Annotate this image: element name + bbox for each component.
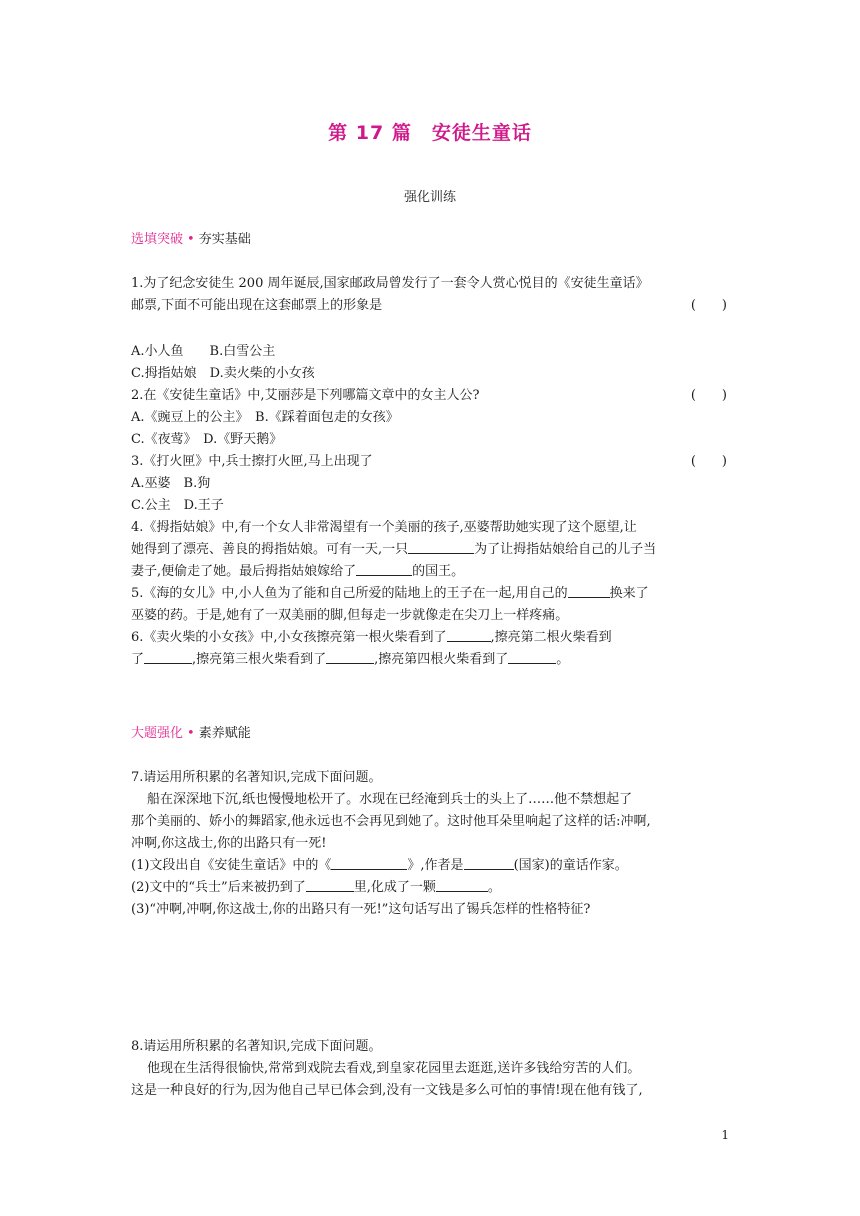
question-1-options-cd: C.拇指姑娘 D.卖火柴的小女孩 (131, 366, 315, 381)
question-7-text: (1)文段出自《安徒生童话》中的《 (131, 858, 332, 873)
question-4-text: 妻子,便偷走了她。最后拇指姑娘嫁给了 (131, 564, 357, 579)
question-8-passage-line-2: 这是一种良好的行为,因为他自己早已体会到,没有一文钱是多么可怕的事情!现在他有钱了, (131, 1083, 643, 1098)
question-3-line-1 (131, 451, 741, 473)
answer-blank[interactable] (568, 583, 610, 598)
bullet-dot: • (187, 726, 195, 741)
question-2-stem: 2.在《安徒生童话》中,艾丽莎是下列哪篇文章中的女主人公? (131, 388, 480, 403)
question-4-text: 的国王。 (412, 564, 465, 579)
question-6-text: ,擦亮第四根火柴看到了 (374, 652, 509, 667)
question-3-options-cd: C.公主 D.王子 (131, 498, 224, 513)
question-7-passage-line-1: 船在深深地下沉,纸也慢慢地松开了。水现在已经淹到兵士的头上了……他不禁想起了 (147, 792, 633, 807)
question-6-text: 了 (131, 652, 145, 667)
question-7-sub-1 (131, 855, 741, 877)
answer-bracket[interactable]: ( ) (690, 388, 727, 403)
question-7-intro: 7.请运用所积累的名著知识,完成下面问题。 (131, 770, 382, 785)
question-4-line-3 (131, 561, 741, 583)
question-1-options-ab: A.小人鱼 B.白雪公主 (131, 344, 276, 359)
question-6-text: 。 (556, 652, 570, 667)
answer-blank[interactable] (447, 627, 491, 642)
section-tag: 大题强化 (131, 726, 184, 741)
question-1-line-2 (131, 295, 741, 317)
question-7-sub-3: (3)“冲啊,冲啊,你这战士,你的出路只有一死!”这句话写出了锡兵怎样的性格特征? (131, 902, 591, 917)
question-6-text: 6.《卖火柴的小女孩》中,小女孩擦亮第一根火柴看到了 (131, 630, 447, 645)
section-heading-basics (131, 229, 741, 251)
question-2-options-cd: C.《夜莺》 D.《野天鹅》 (131, 432, 283, 447)
question-7-text: 里,化成了一颗 (353, 880, 436, 895)
question-7-text: (国家)的童话作家。 (513, 858, 628, 873)
question-6-line-1 (131, 627, 741, 649)
question-8-intro: 8.请运用所积累的名著知识,完成下面问题。 (131, 1039, 382, 1054)
question-5-text: 换来了 (609, 586, 649, 601)
question-5-line-1 (131, 583, 741, 605)
answer-blank[interactable] (464, 855, 514, 870)
section-tag: 选填突破 (131, 232, 184, 247)
question-7-passage-line-3: 冲啊,你这战士,你的出路只有一死! (131, 836, 327, 851)
answer-bracket[interactable]: ( ) (690, 454, 727, 469)
question-2-options-ab: A.《豌豆上的公主》 B.《踩着面包走的女孩》 (131, 410, 399, 425)
question-6-text: ,擦亮第二根火柴看到 (490, 630, 612, 645)
answer-blank[interactable] (326, 649, 374, 664)
answer-bracket[interactable]: ( ) (690, 298, 727, 313)
answer-blank[interactable] (144, 649, 192, 664)
question-2-line-1 (131, 385, 741, 407)
question-4-text: 她得到了漂亮、善良的拇指姑娘。可有一天,一只 (131, 542, 409, 557)
page-title: 第 17 篇 安徒生童话 (328, 122, 532, 144)
question-7-sub-2 (131, 877, 741, 899)
section-heading-advanced (131, 723, 741, 745)
question-7-passage-line-2: 那个美丽的、娇小的舞蹈家,他永远也不会再见到她了。这时他耳朵里响起了这样的话:冲啊, (131, 814, 651, 829)
question-7-text: 》,作者是 (407, 858, 464, 873)
question-5-line-2: 巫婆的药。于是,她有了一双美丽的脚,但每走一步就像走在尖刀上一样疼痛。 (131, 608, 569, 623)
question-4-line-2 (131, 539, 741, 561)
page-subtitle: 强化训练 (403, 190, 456, 205)
answer-blank[interactable] (408, 539, 474, 554)
question-7-text: 。 (487, 880, 501, 895)
page-number: 1 (721, 1128, 729, 1142)
question-3-stem: 3.《打火匣》中,兵士擦打火匣,马上出现了 (131, 454, 373, 469)
answer-blank[interactable] (436, 877, 488, 892)
question-1-line-1: 1.为了纪念安徒生 200 周年诞辰,国家邮政局曾发行了一套令人赏心悦目的《安徒生童话》 (131, 276, 649, 291)
question-4-text: 为了让拇指姑娘给自己的儿子当 (474, 542, 657, 557)
question-6-text: ,擦亮第三根火柴看到了 (192, 652, 327, 667)
answer-blank[interactable] (306, 877, 354, 892)
question-8-passage-line-1: 他现在生活得很愉快,常常到戏院去看戏,到皇家花园里去逛逛,送许多钱给穷苦的人们。 (147, 1061, 641, 1076)
question-4-line-1: 4.《拇指姑娘》中,有一个女人非常渴望有一个美丽的孩子,巫婆帮助她实现了这个愿望,让 (131, 520, 637, 535)
answer-blank[interactable] (331, 855, 407, 870)
question-5-text: 5.《海的女儿》中,小人鱼为了能和自己所爱的陆地上的王子在一起,用自己的 (131, 586, 568, 601)
question-6-line-2 (131, 649, 741, 671)
question-3-options-ab: A.巫婆 B.狗 (131, 476, 211, 491)
bullet-dot: • (187, 232, 195, 247)
section-heading-text: 夯实基础 (198, 232, 251, 247)
section-heading-text: 素养赋能 (198, 726, 251, 741)
question-1-stem: 邮票,下面不可能出现在这套邮票上的形象是 (131, 298, 383, 313)
answer-blank[interactable] (356, 561, 412, 576)
answer-blank[interactable] (508, 649, 556, 664)
question-7-text: (2)文中的“兵士”后来被扔到了 (131, 880, 306, 895)
